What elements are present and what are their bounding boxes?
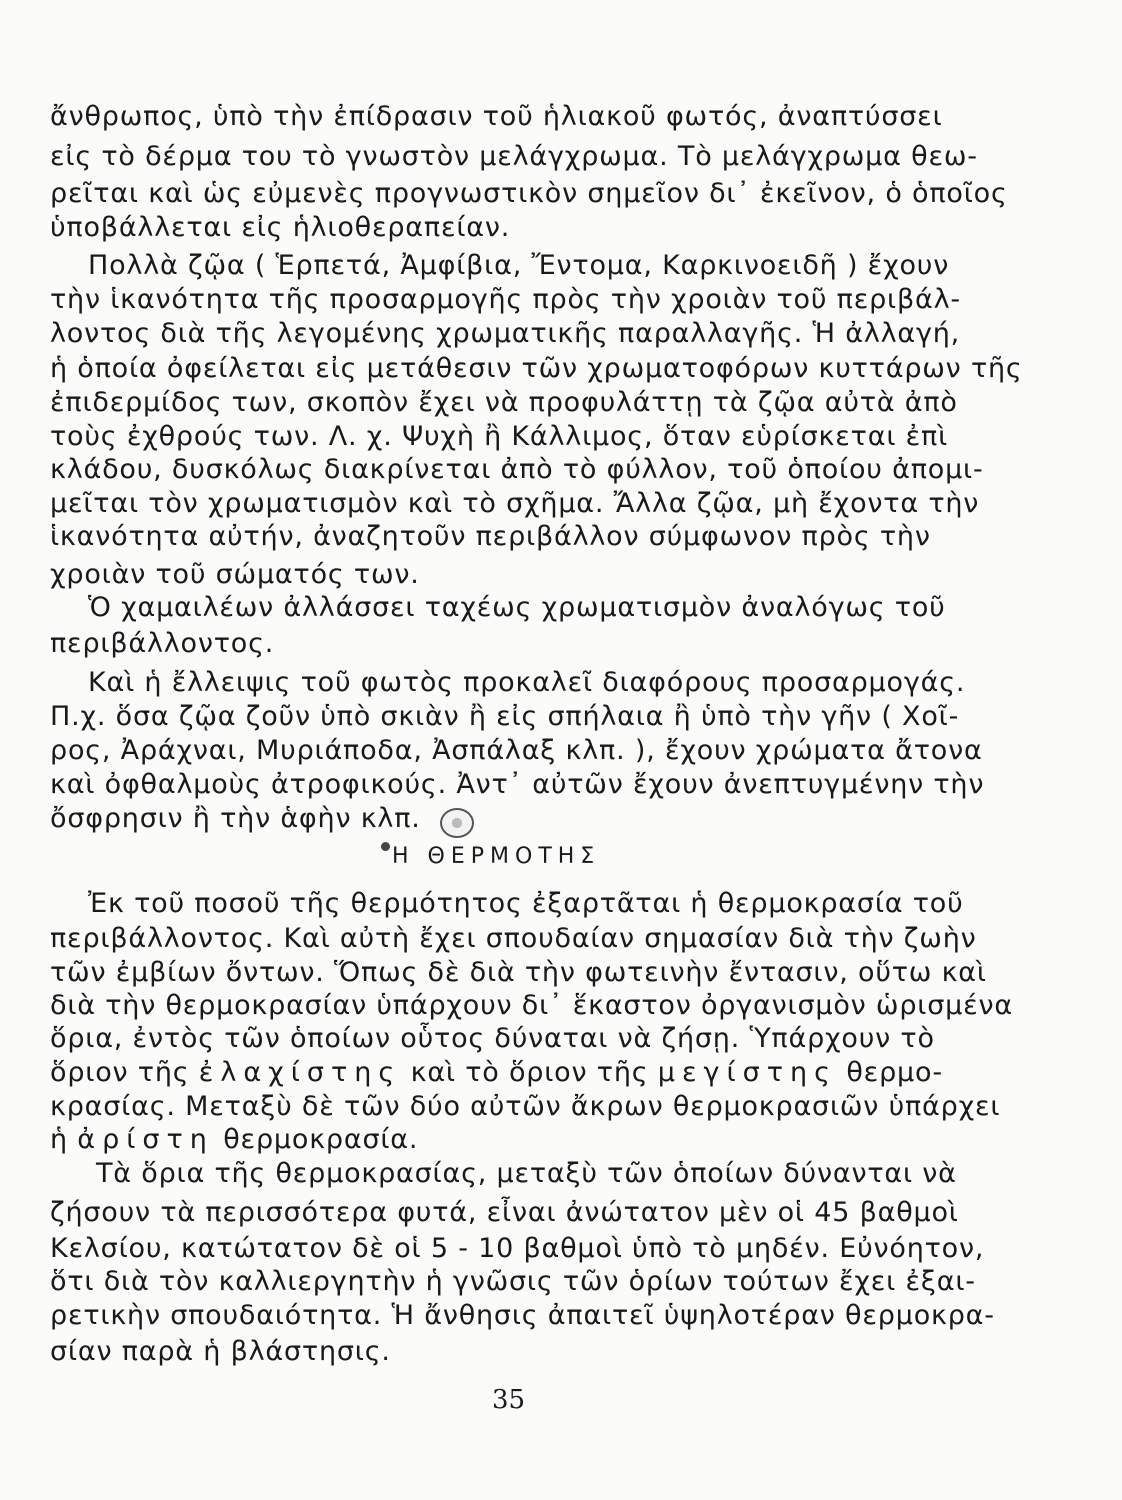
text-line: καὶ ὀφθαλμοὺς ἀτροφικούς. Ἀντ᾽ αὐτῶν ἔχουν ἀνεπτυγμένην τὴν — [50, 769, 985, 800]
text-line: ζήσουν τὰ περισσότερα φυτά, εἶναι ἀνώτατον μὲν οἱ 45 βαθμοὶ — [50, 1197, 959, 1228]
emphasized-word: μεγίστης — [657, 1057, 837, 1088]
ink-spot — [381, 842, 390, 851]
text-line: ἄνθρωπος, ὑπὸ τὴν ἐπίδρασιν τοῦ ἡλιακοῦ φωτός, ἀναπτύσσει — [50, 101, 943, 132]
text-line: τὴν ἱκανότητα τῆς προσαρμογῆς πρὸς τὴν χροιὰν τοῦ περιβάλ- — [50, 284, 961, 315]
text-line: ὑποβάλλεται εἰς ἡλιοθεραπείαν. — [50, 212, 511, 243]
text-line: εἰς τὸ δέρμα του τὸ γνωστὸν μελάγχρωμα. Τὸ μελάγχρωμα θεω- — [50, 141, 978, 172]
text-line: λοντος διὰ τῆς λεγομένης χρωματικῆς παραλλαγῆς. Ἡ ἀλλαγή, — [50, 318, 961, 349]
text-span: θερμοκρασία. — [213, 1124, 419, 1155]
text-line: ἐπιδερμίδος των, σκοπὸν ἔχει νὰ προφυλάττῃ τὰ ζῷα αὐτὰ ἀπὸ — [50, 387, 958, 418]
ink-blot — [440, 808, 474, 838]
text-line: ἡ ὁποία ὀφείλεται εἰς μετάθεσιν τῶν χρωματοφόρων κυττάρων τῆς — [50, 353, 1023, 384]
text-line: ὅτι διὰ τὸν καλλιεργητὴν ἡ γνῶσις τῶν ὁρίων τούτων ἔχει ἐξαι- — [50, 1266, 976, 1297]
text-line: τοὺς ἐχθρούς των. Λ. χ. Ψυχὴ ἢ Κάλλιμος, ὅταν εὑρίσκεται ἐπὶ — [50, 421, 949, 452]
text-line: χροιὰν τοῦ σώματός των. — [50, 559, 420, 590]
text-line: μεῖται τὸν χρωματισμὸν καὶ τὸ σχῆμα. Ἄλλα ζῷα, μὴ ἔχοντα τὴν — [50, 488, 980, 519]
page-number: 35 — [492, 1385, 526, 1415]
text-line: κρασίας. Μεταξὺ δὲ τῶν δύο αὐτῶν ἄκρων θερμοκρασιῶν ὑπάρχει — [50, 1091, 1001, 1122]
text-span: θερμο- — [836, 1057, 943, 1088]
text-span: ὅριον τῆς — [50, 1057, 199, 1088]
text-line: Πολλὰ ζῷα ( Ἑρπετά, Ἀμφίβια, Ἔντομα, Καρκινοειδῆ ) ἔχουν — [88, 250, 950, 281]
text-line: Ἐκ τοῦ ποσοῦ τῆς θερμότητος ἐξαρτᾶται ἡ θερμοκρασία τοῦ — [88, 888, 964, 919]
text-line: ρος, Ἀράχναι, Μυριάποδα, Ἀσπάλαξ κλπ. ), ἔχουν χρώματα ἄτονα — [50, 735, 983, 766]
text-line: σίαν παρὰ ἡ βλάστησις. — [50, 1336, 391, 1367]
text-line: ρετικὴν σπουδαιότητα. Ἡ ἄνθησις ἀπαιτεῖ ὑψηλοτέραν θερμοκρα- — [50, 1300, 995, 1331]
text-span: ἡ — [50, 1124, 78, 1155]
text-line: περιβάλλοντος. — [50, 628, 275, 659]
text-line: ἱκανότητα αὐτήν, ἀναζητοῦν περιβάλλον σύμφωνον πρὸς τὴν — [50, 521, 931, 552]
text-line: διὰ τὴν θερμοκρασίαν ὑπάρχουν δι᾽ ἕκαστον ὀργανισμὸν ὡρισμένα — [50, 990, 1013, 1021]
text-line: κλάδου, δυσκόλως διακρίνεται ἀπὸ τὸ φύλλον, τοῦ ὁποίου ἀπομι- — [50, 454, 984, 485]
text-line-emphasis — [50, 1126, 960, 1153]
emphasized-word: ἀρίστη — [77, 1124, 214, 1155]
text-line: Κελσίου, κατώτατον δὲ οἱ 5 - 10 βαθμοὶ ὑπὸ τὸ μηδέν. Εὐνόητον, — [50, 1233, 985, 1264]
text-span: καὶ τὸ ὅριον τῆς — [401, 1057, 658, 1088]
text-line: Καὶ ἡ ἔλλειψις τοῦ φωτὸς προκαλεῖ διαφόρους προσαρμογάς. — [88, 667, 966, 698]
text-line: Π.χ. ὅσα ζῷα ζοῦν ὑπὸ σκιὰν ἢ εἰς σπήλαια ἢ ὑπὸ τὴν γῆν ( Χοῖ- — [50, 701, 960, 732]
text-line: ὅρια, ἐντὸς τῶν ὁποίων οὗτος δύναται νὰ ζήσῃ. Ὑπάρχουν τὸ — [50, 1023, 935, 1054]
text-line: Τὰ ὅρια τῆς θερμοκρασίας, μεταξὺ τῶν ὁποίων δύνανται νὰ — [96, 1158, 957, 1189]
text-line: ὄσφρησιν ἢ τὴν ἁφὴν κλπ. — [50, 803, 421, 834]
section-heading: Η ΘΕΡΜΟΤΗΣ — [392, 844, 601, 869]
text-line: περιβάλλοντος. Καὶ αὐτὴ ἔχει σπουδαίαν σημασίαν διὰ τὴν ζωὴν — [50, 923, 977, 954]
text-line: τῶν ἐμβίων ὄντων. Ὅπως δὲ διὰ τὴν φωτεινὴν ἔντασιν, οὕτω καὶ — [50, 957, 987, 988]
text-line-emphasis — [50, 1059, 960, 1086]
text-line: Ὁ χαμαιλέων ἀλλάσσει ταχέως χρωματισμὸν ἀναλόγως τοῦ — [88, 592, 946, 623]
emphasized-word: ἐλαχίστης — [198, 1057, 402, 1088]
text-line: ρεῖται καὶ ὡς εὐμενὲς προγνωστικὸν σημεῖον δι᾽ ἐκεῖνον, ὁ ὁποῖος — [50, 178, 1008, 209]
